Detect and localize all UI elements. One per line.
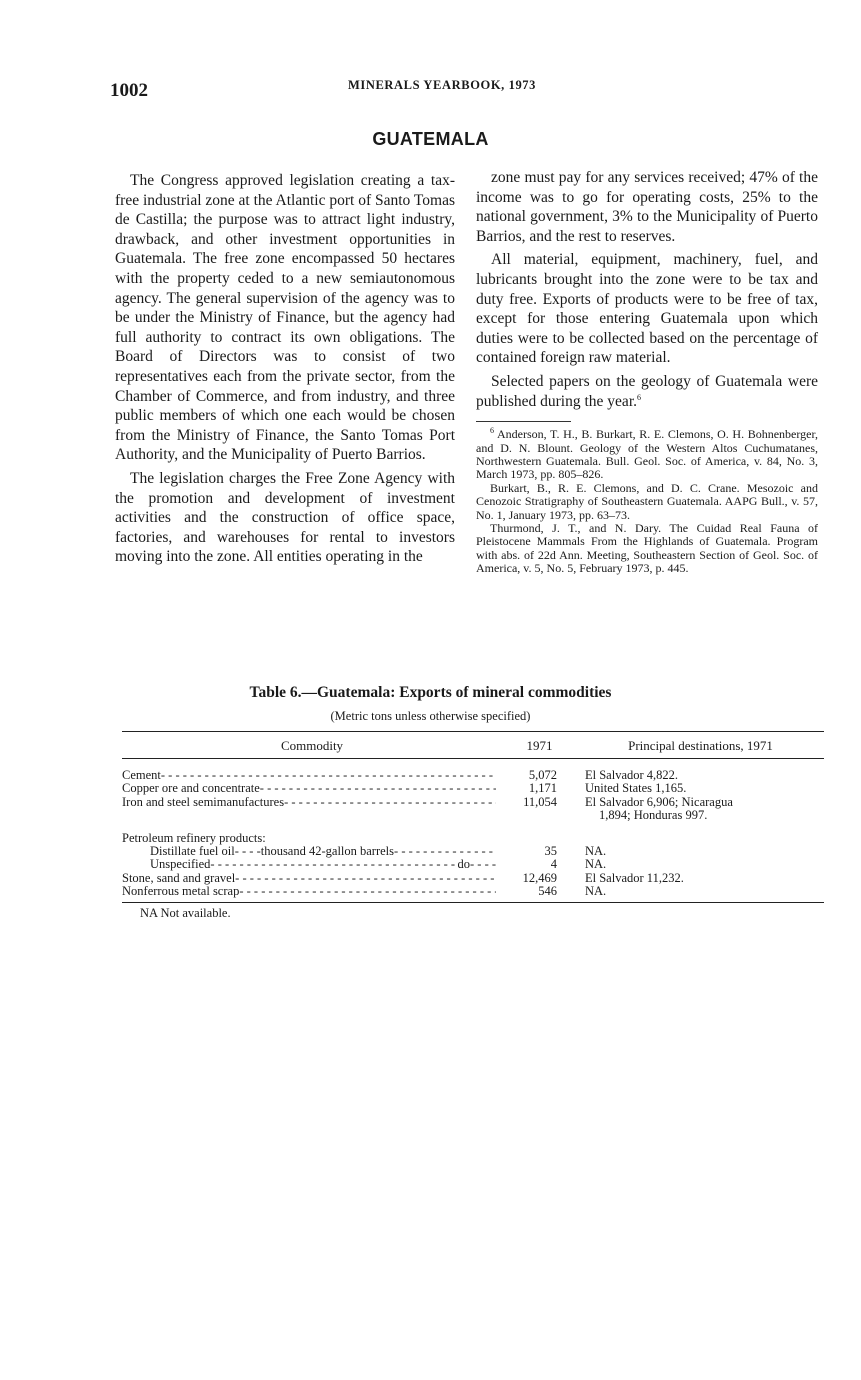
value-cell: 4 — [550, 857, 557, 872]
table-row — [122, 858, 824, 871]
dot-leader — [239, 885, 496, 898]
destination-cell: El Salvador 11,232. — [585, 870, 684, 885]
dot-leader — [161, 769, 496, 782]
table-title: Table 6.—Guatemala: Exports of mineral commodities — [249, 684, 612, 701]
destination-cell: NA. — [585, 857, 607, 872]
table-row — [122, 796, 824, 822]
commodity-group-label: Petroleum refinery products: — [122, 831, 266, 846]
page-number: 1002 — [110, 80, 148, 101]
body-paragraph: All material, equipment, machinery, fuel, and lubricants brought into the zone were to be tax and duty free. Exports of products were to be free of tax, except for those entering Guatemala upon which duties were to be collected based on the percentage of contained foreign raw material. — [476, 251, 818, 367]
table-subtitle: (Metric tons unless otherwise specified) — [330, 709, 531, 723]
footnote-divider — [476, 421, 571, 422]
left-column — [115, 171, 455, 571]
commodity-cell: Cement — [122, 769, 161, 783]
destination-cell — [577, 796, 824, 822]
destination-cell: NA. — [585, 883, 607, 898]
value-cell — [502, 822, 577, 845]
destination-cell — [577, 822, 824, 845]
destination-cell: NA. — [585, 844, 607, 859]
value-cell: 12,469 — [522, 870, 557, 885]
commodity-cell: Nonferrous metal scrap — [122, 884, 240, 898]
commodity-cell: Distillate fuel oil — [150, 845, 235, 859]
body-paragraph — [476, 372, 818, 411]
table-row — [122, 822, 824, 845]
destination-text: El Salvador 6,906; Nicaragua — [585, 794, 733, 809]
dot-leader — [210, 858, 457, 871]
unit-cell: do — [457, 858, 470, 872]
destination-continuation: 1,894; Honduras 997. — [599, 807, 708, 822]
running-head: MINERALS YEARBOOK, 1973 — [348, 78, 537, 92]
footnote-entry — [476, 428, 818, 482]
commodity-cell: Iron and steel semimanufactures — [122, 795, 285, 809]
table-row — [122, 885, 824, 902]
commodity-cell: Unspecified — [150, 858, 211, 872]
exports-table — [122, 731, 824, 903]
body-paragraph-text: Selected papers on the geology of Guatemala were published during the year. — [476, 372, 818, 410]
value-cell: 35 — [544, 844, 557, 859]
footnote-entry: Thurmond, J. T., and N. Dary. The Cuidad Real Fauna of Pleistocene Mammals From the Highlands of Guatemala. Program with abs. of 22d Ann. Meeting, Southeastern Section of Geol. Soc. of America, v. 5, No. 5, February 1973, p. 445. — [476, 520, 818, 576]
body-paragraph: The Congress approved legislation creating a tax-free industrial zone at the Atlantic port of Santo Tomas de Castilla; the purpose was to attract light industry, drawback, and other investment opportunities in Guatemala. The free zone encompassed 50 hectares with the property ceded to a new semiautonomous agency. The general supervision of the agency was to be under the Ministry of Finance, but the agency had full authority to contract its own obligations. The Board of Directors was to consist of two representatives each from the private sector, from the Chamber of Commerce, and from industry, and three public members of which one each would be chosen from the Ministry of Finance, the Santo Tomas Port Authority, and the Municipality of Puerto Barrios. — [115, 172, 455, 464]
value-cell: 11,054 — [523, 794, 557, 809]
value-cell: 546 — [538, 883, 557, 898]
dot-leader — [260, 782, 496, 795]
table-row — [122, 845, 824, 858]
right-column — [476, 168, 818, 576]
commodity-cell: Stone, sand and gravel — [122, 871, 236, 885]
footnote-marker: 6 — [490, 426, 494, 436]
column-header-destinations: Principal destinations, 1971 — [577, 732, 824, 759]
dot-leader — [470, 858, 496, 871]
destination-cell: United States 1,165. — [585, 781, 687, 796]
footnotes — [476, 428, 818, 575]
footnote-text: Anderson, T. H., B. Burkart, R. E. Clemons, O. H. Bohnenberger, and D. N. Blount. Geology of the Western Altos Cuchumatanes, Northwestern Guatemala. Bull. Geol. Soc. of America, v. 84, No. 3, March 1973, pp. 805–826. — [476, 427, 818, 482]
column-header-commodity: Commodity — [122, 732, 502, 759]
footnote-reference: 6 — [637, 392, 641, 402]
table-bottom-rule — [122, 902, 824, 903]
commodity-cell: Copper ore and concentrate — [122, 782, 260, 796]
dot-leader — [284, 796, 496, 809]
dot-leader — [235, 872, 496, 885]
value-cell: 1,171 — [528, 781, 557, 796]
column-header-year: 1971 — [502, 732, 577, 759]
unit-cell: thousand 42-gallon barrels — [260, 845, 395, 859]
dot-leader — [394, 845, 496, 858]
table-header-row — [122, 732, 824, 759]
table-row — [122, 759, 824, 783]
value-cell: 5,072 — [528, 768, 557, 783]
body-paragraph: The legislation charges the Free Zone Agency with the promotion and development of investment activities and the construction of office space, factories, and warehouses for rental to investors moving into the zone. All entities operating in the — [115, 469, 455, 566]
table-note: NA Not available. — [140, 906, 231, 920]
body-paragraph: zone must pay for any services received; 47% of the income was to go for operating costs, 25% to the national government, 3% to the Municipality of Puerto Barrios, and the rest to reserves. — [476, 169, 818, 245]
section-title: GUATEMALA — [372, 129, 489, 149]
dot-leader — [235, 845, 261, 858]
footnote-entry: Burkart, B., R. E. Clemons, and D. C. Crane. Mesozoic and Cenozoic Stratigraphy of Southeastern Guatemala. AAPG Bull., v. 57, No. 1, January 1973, pp. 63–73. — [476, 480, 818, 522]
table-row — [122, 872, 824, 885]
destination-cell: El Salvador 4,822. — [585, 768, 679, 783]
